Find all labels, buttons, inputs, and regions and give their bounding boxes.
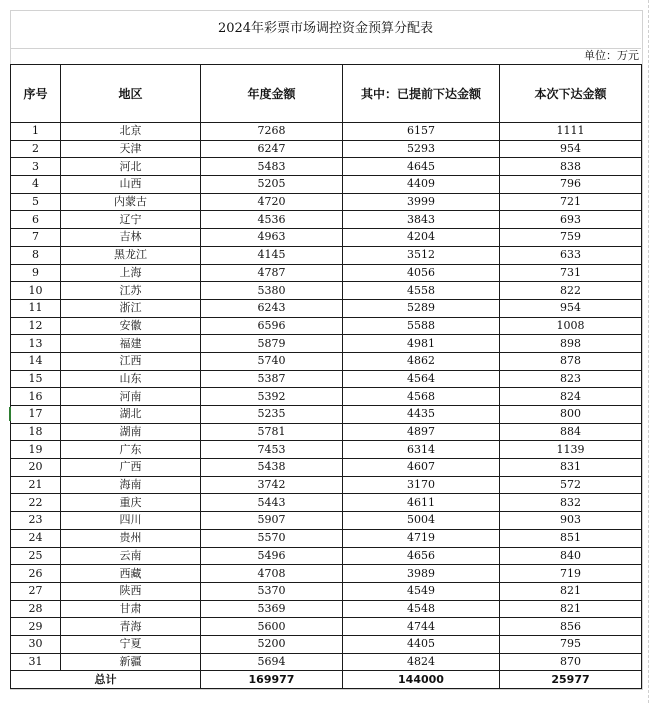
table-row <box>11 229 642 247</box>
cell-current[interactable]: 1008 <box>500 317 642 335</box>
table-row <box>11 476 642 494</box>
cell-annual[interactable]: 5496 <box>201 547 343 565</box>
cell-index[interactable]: 27 <box>11 582 61 600</box>
cell-annual[interactable]: 6247 <box>201 140 343 158</box>
cell-index[interactable]: 12 <box>11 317 61 335</box>
cell-current[interactable]: 1111 <box>500 123 642 141</box>
cell-annual[interactable]: 5369 <box>201 600 343 618</box>
header-row <box>11 65 642 123</box>
cell-annual[interactable]: 4963 <box>201 229 343 247</box>
cell-annual[interactable]: 5570 <box>201 529 343 547</box>
total-current[interactable]: 25977 <box>500 671 642 689</box>
cell-index[interactable]: 10 <box>11 282 61 300</box>
cell-index[interactable]: 2 <box>11 140 61 158</box>
cell-index[interactable]: 9 <box>11 264 61 282</box>
cell-annual[interactable]: 5443 <box>201 494 343 512</box>
cell-region[interactable]: 甘肃 <box>61 600 201 618</box>
cell-index[interactable]: 29 <box>11 618 61 636</box>
cell-annual[interactable]: 5600 <box>201 618 343 636</box>
cell-advance[interactable]: 4607 <box>343 459 500 477</box>
unit-label: 单位：万元 <box>584 49 639 62</box>
cell-region[interactable]: 陕西 <box>61 582 201 600</box>
table-row <box>11 459 642 477</box>
cell-index[interactable]: 24 <box>11 529 61 547</box>
total-row <box>11 671 642 689</box>
cell-current[interactable]: 800 <box>500 406 642 424</box>
table-row <box>11 335 642 353</box>
cell-index[interactable]: 3 <box>11 158 61 176</box>
cell-region[interactable]: 重庆 <box>61 494 201 512</box>
cell-advance[interactable]: 4611 <box>343 494 500 512</box>
cell-region[interactable]: 山西 <box>61 176 201 194</box>
cell-annual[interactable]: 4536 <box>201 211 343 229</box>
cell-region[interactable]: 上海 <box>61 264 201 282</box>
table-row <box>11 264 642 282</box>
table-row <box>11 211 642 229</box>
cell-region[interactable]: 辽宁 <box>61 211 201 229</box>
total-advance[interactable]: 144000 <box>343 671 500 689</box>
cell-index[interactable]: 19 <box>11 441 61 459</box>
cell-annual[interactable]: 5235 <box>201 406 343 424</box>
cell-region[interactable]: 江苏 <box>61 282 201 300</box>
cell-annual[interactable]: 5483 <box>201 158 343 176</box>
cell-advance[interactable]: 4897 <box>343 423 500 441</box>
cell-advance[interactable]: 3843 <box>343 211 500 229</box>
cell-index[interactable]: 1 <box>11 123 61 141</box>
cell-advance[interactable]: 4744 <box>343 618 500 636</box>
cell-region[interactable]: 湖北 <box>61 406 201 424</box>
cell-region[interactable]: 河北 <box>61 158 201 176</box>
cell-advance[interactable]: 6314 <box>343 441 500 459</box>
cell-index[interactable]: 16 <box>11 388 61 406</box>
cell-current[interactable]: 870 <box>500 653 642 671</box>
cell-annual[interactable]: 5205 <box>201 176 343 194</box>
cell-current[interactable]: 796 <box>500 176 642 194</box>
table-row <box>11 653 642 671</box>
cell-region[interactable]: 黑龙江 <box>61 246 201 264</box>
sheet-title: 2024年彩票市场调控资金预算分配表 <box>10 10 641 49</box>
cell-region[interactable]: 江西 <box>61 352 201 370</box>
total-annual[interactable]: 169977 <box>201 671 343 689</box>
cell-advance[interactable]: 3512 <box>343 246 500 264</box>
cell-annual[interactable]: 5200 <box>201 635 343 653</box>
table-row <box>11 317 642 335</box>
table-row <box>11 193 642 211</box>
cell-advance[interactable]: 4981 <box>343 335 500 353</box>
cell-current[interactable]: 840 <box>500 547 642 565</box>
cell-current[interactable]: 633 <box>500 246 642 264</box>
cell-current[interactable]: 693 <box>500 211 642 229</box>
cell-region[interactable]: 山东 <box>61 370 201 388</box>
cell-index[interactable]: 21 <box>11 476 61 494</box>
cell-advance[interactable]: 3999 <box>343 193 500 211</box>
cell-index[interactable]: 14 <box>11 352 61 370</box>
cell-current[interactable]: 878 <box>500 352 642 370</box>
cell-index[interactable]: 22 <box>11 494 61 512</box>
cell-current[interactable]: 759 <box>500 229 642 247</box>
selected-row-marker <box>9 407 11 421</box>
table-row <box>11 246 642 264</box>
cell-annual[interactable]: 4145 <box>201 246 343 264</box>
table-row <box>11 388 642 406</box>
cell-current[interactable]: 822 <box>500 282 642 300</box>
cell-annual[interactable]: 5438 <box>201 459 343 477</box>
cell-current[interactable]: 903 <box>500 512 642 530</box>
table-row <box>11 176 642 194</box>
header-index[interactable]: 序号 <box>11 65 61 123</box>
table-row <box>11 547 642 565</box>
cell-current[interactable]: 832 <box>500 494 642 512</box>
cell-annual[interactable]: 7268 <box>201 123 343 141</box>
cell-advance[interactable]: 3989 <box>343 565 500 583</box>
cell-advance[interactable]: 4645 <box>343 158 500 176</box>
cell-current[interactable]: 821 <box>500 582 642 600</box>
cell-index[interactable]: 31 <box>11 653 61 671</box>
cell-annual[interactable]: 5392 <box>201 388 343 406</box>
cell-advance[interactable]: 4719 <box>343 529 500 547</box>
cell-advance[interactable]: 5293 <box>343 140 500 158</box>
header-advance-amount[interactable]: 其中：已提前下达金额 <box>343 65 500 123</box>
cell-region[interactable]: 广西 <box>61 459 201 477</box>
header-annual-amount[interactable]: 年度金额 <box>201 65 343 123</box>
cell-annual[interactable]: 5740 <box>201 352 343 370</box>
cell-region[interactable]: 宁夏 <box>61 635 201 653</box>
cell-region[interactable]: 广东 <box>61 441 201 459</box>
cell-index[interactable]: 28 <box>11 600 61 618</box>
cell-annual[interactable]: 5907 <box>201 512 343 530</box>
cell-annual[interactable]: 6596 <box>201 317 343 335</box>
header-current-amount[interactable]: 本次下达金额 <box>500 65 642 123</box>
cell-index[interactable]: 17 <box>11 406 61 424</box>
cell-current[interactable]: 731 <box>500 264 642 282</box>
allocation-table <box>10 64 642 689</box>
cell-advance[interactable]: 4435 <box>343 406 500 424</box>
cell-annual[interactable]: 5781 <box>201 423 343 441</box>
cell-annual[interactable]: 5694 <box>201 653 343 671</box>
cell-current[interactable]: 838 <box>500 158 642 176</box>
cell-current[interactable]: 831 <box>500 459 642 477</box>
cell-advance[interactable]: 4549 <box>343 582 500 600</box>
table-row <box>11 299 642 317</box>
cell-index[interactable]: 4 <box>11 176 61 194</box>
cell-region[interactable]: 浙江 <box>61 299 201 317</box>
cell-index[interactable]: 18 <box>11 423 61 441</box>
total-label[interactable]: 总计 <box>11 671 201 689</box>
page-break-guide <box>648 0 649 703</box>
cell-index[interactable]: 25 <box>11 547 61 565</box>
cell-index[interactable]: 5 <box>11 193 61 211</box>
cell-advance[interactable]: 4656 <box>343 547 500 565</box>
cell-region[interactable]: 吉林 <box>61 229 201 247</box>
cell-advance[interactable]: 5004 <box>343 512 500 530</box>
table-row <box>11 600 642 618</box>
cell-index[interactable]: 7 <box>11 229 61 247</box>
cell-index[interactable]: 20 <box>11 459 61 477</box>
cell-current[interactable]: 1139 <box>500 441 642 459</box>
cell-advance[interactable]: 6157 <box>343 123 500 141</box>
cell-current[interactable]: 823 <box>500 370 642 388</box>
cell-region[interactable]: 福建 <box>61 335 201 353</box>
cell-current[interactable]: 795 <box>500 635 642 653</box>
cell-annual[interactable]: 3742 <box>201 476 343 494</box>
table-row <box>11 529 642 547</box>
table-row <box>11 618 642 636</box>
table-row <box>11 370 642 388</box>
cell-advance[interactable]: 4056 <box>343 264 500 282</box>
cell-current[interactable]: 954 <box>500 299 642 317</box>
table-row <box>11 582 642 600</box>
cell-region[interactable]: 四川 <box>61 512 201 530</box>
table-row <box>11 123 642 141</box>
cell-region[interactable]: 内蒙古 <box>61 193 201 211</box>
cell-region[interactable]: 安徽 <box>61 317 201 335</box>
table-body <box>11 123 642 671</box>
cell-advance[interactable]: 5289 <box>343 299 500 317</box>
cell-advance[interactable]: 4824 <box>343 653 500 671</box>
cell-annual[interactable]: 6243 <box>201 299 343 317</box>
cell-current[interactable]: 721 <box>500 193 642 211</box>
table-row <box>11 406 642 424</box>
cell-annual[interactable]: 7453 <box>201 441 343 459</box>
cell-region[interactable]: 天津 <box>61 140 201 158</box>
cell-current[interactable]: 719 <box>500 565 642 583</box>
cell-advance[interactable]: 4405 <box>343 635 500 653</box>
cell-annual[interactable]: 4720 <box>201 193 343 211</box>
table-row <box>11 282 642 300</box>
table-row <box>11 565 642 583</box>
cell-index[interactable]: 26 <box>11 565 61 583</box>
cell-region[interactable]: 北京 <box>61 123 201 141</box>
cell-index[interactable]: 8 <box>11 246 61 264</box>
cell-region[interactable]: 青海 <box>61 618 201 636</box>
cell-current[interactable]: 851 <box>500 529 642 547</box>
cell-current[interactable]: 572 <box>500 476 642 494</box>
cell-current[interactable]: 884 <box>500 423 642 441</box>
cell-advance[interactable]: 4862 <box>343 352 500 370</box>
cell-advance[interactable]: 4548 <box>343 600 500 618</box>
table-row <box>11 494 642 512</box>
cell-index[interactable]: 11 <box>11 299 61 317</box>
table-row <box>11 140 642 158</box>
cell-index[interactable]: 6 <box>11 211 61 229</box>
cell-region[interactable]: 海南 <box>61 476 201 494</box>
cell-region[interactable]: 湖南 <box>61 423 201 441</box>
cell-advance[interactable]: 5588 <box>343 317 500 335</box>
cell-advance[interactable]: 4558 <box>343 282 500 300</box>
cell-index[interactable]: 30 <box>11 635 61 653</box>
table-row <box>11 441 642 459</box>
cell-index[interactable]: 13 <box>11 335 61 353</box>
cell-annual[interactable]: 4787 <box>201 264 343 282</box>
cell-annual[interactable]: 5387 <box>201 370 343 388</box>
cell-advance[interactable]: 4568 <box>343 388 500 406</box>
cell-region[interactable]: 云南 <box>61 547 201 565</box>
cell-current[interactable]: 898 <box>500 335 642 353</box>
cell-advance[interactable]: 4204 <box>343 229 500 247</box>
cell-current[interactable]: 821 <box>500 600 642 618</box>
table-row <box>11 635 642 653</box>
table-row <box>11 512 642 530</box>
cell-region[interactable]: 贵州 <box>61 529 201 547</box>
table-row <box>11 158 642 176</box>
cell-index[interactable]: 23 <box>11 512 61 530</box>
cell-annual[interactable]: 5370 <box>201 582 343 600</box>
cell-current[interactable]: 856 <box>500 618 642 636</box>
table-row <box>11 352 642 370</box>
cell-advance[interactable]: 3170 <box>343 476 500 494</box>
cell-annual[interactable]: 5380 <box>201 282 343 300</box>
cell-advance[interactable]: 4564 <box>343 370 500 388</box>
cell-annual[interactable]: 4708 <box>201 565 343 583</box>
cell-annual[interactable]: 5879 <box>201 335 343 353</box>
cell-region[interactable]: 新疆 <box>61 653 201 671</box>
header-region[interactable]: 地区 <box>61 65 201 123</box>
cell-index[interactable]: 15 <box>11 370 61 388</box>
cell-region[interactable]: 西藏 <box>61 565 201 583</box>
cell-advance[interactable]: 4409 <box>343 176 500 194</box>
cell-current[interactable]: 954 <box>500 140 642 158</box>
table-row <box>11 423 642 441</box>
cell-current[interactable]: 824 <box>500 388 642 406</box>
cell-region[interactable]: 河南 <box>61 388 201 406</box>
